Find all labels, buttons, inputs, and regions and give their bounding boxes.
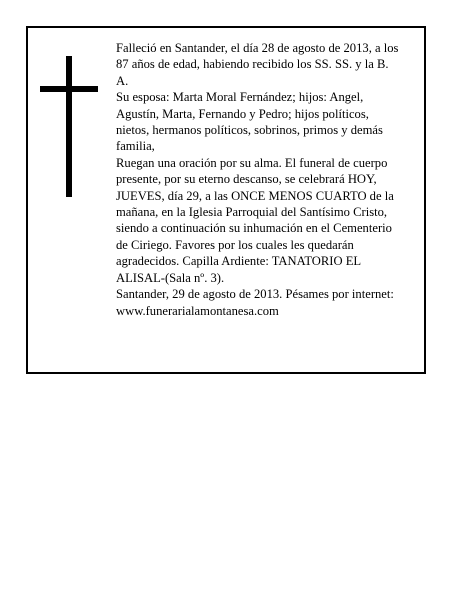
text-line: de Ciriego. Favores por los cuales les quedarán <box>116 237 354 252</box>
text-line: Agustín, Marta, Fernando y Pedro; hijos políticos, <box>116 106 369 121</box>
text-line: presente, por su eterno descanso, se celebrará HOY, <box>116 172 377 187</box>
obituary-notice <box>26 26 426 374</box>
text-line: Santander, 29 de agosto de 2013. Pésames por internet: <box>116 287 394 302</box>
text-line: A. <box>116 73 129 88</box>
text-line: Ruegan una oración por su alma. El funeral de cuerpo <box>116 155 388 170</box>
cross-horizontal-bar <box>40 86 98 92</box>
website-link[interactable]: www.funerarialamontanesa.com <box>116 303 279 318</box>
text-line: mañana, en la Iglesia Parroquial del Santísimo Cristo, <box>116 205 388 220</box>
text-line: Su esposa: Marta Moral Fernández; hijos: Angel, <box>116 90 364 105</box>
text-line: familia, <box>116 139 155 154</box>
text-line: 87 años de edad, habiendo recibido los SS. SS. y la B. <box>116 57 389 72</box>
obituary-text <box>116 40 422 319</box>
text-line: siendo a continuación su inhumación en el Cementerio <box>116 221 392 236</box>
text-line: Falleció en Santander, el día 28 de agosto de 2013, a los <box>116 41 399 55</box>
text-line: ALISAL-(Sala nº. 3). <box>116 270 225 285</box>
text-line: nietos, hermanos políticos, sobrinos, primos y demás <box>116 123 383 138</box>
cross-vertical-bar <box>66 56 72 197</box>
text-line: JUEVES, día 29, a las ONCE MENOS CUARTO de la <box>116 188 394 203</box>
text-line: agradecidos. Capilla Ardiente: TANATORIO EL <box>116 254 362 269</box>
